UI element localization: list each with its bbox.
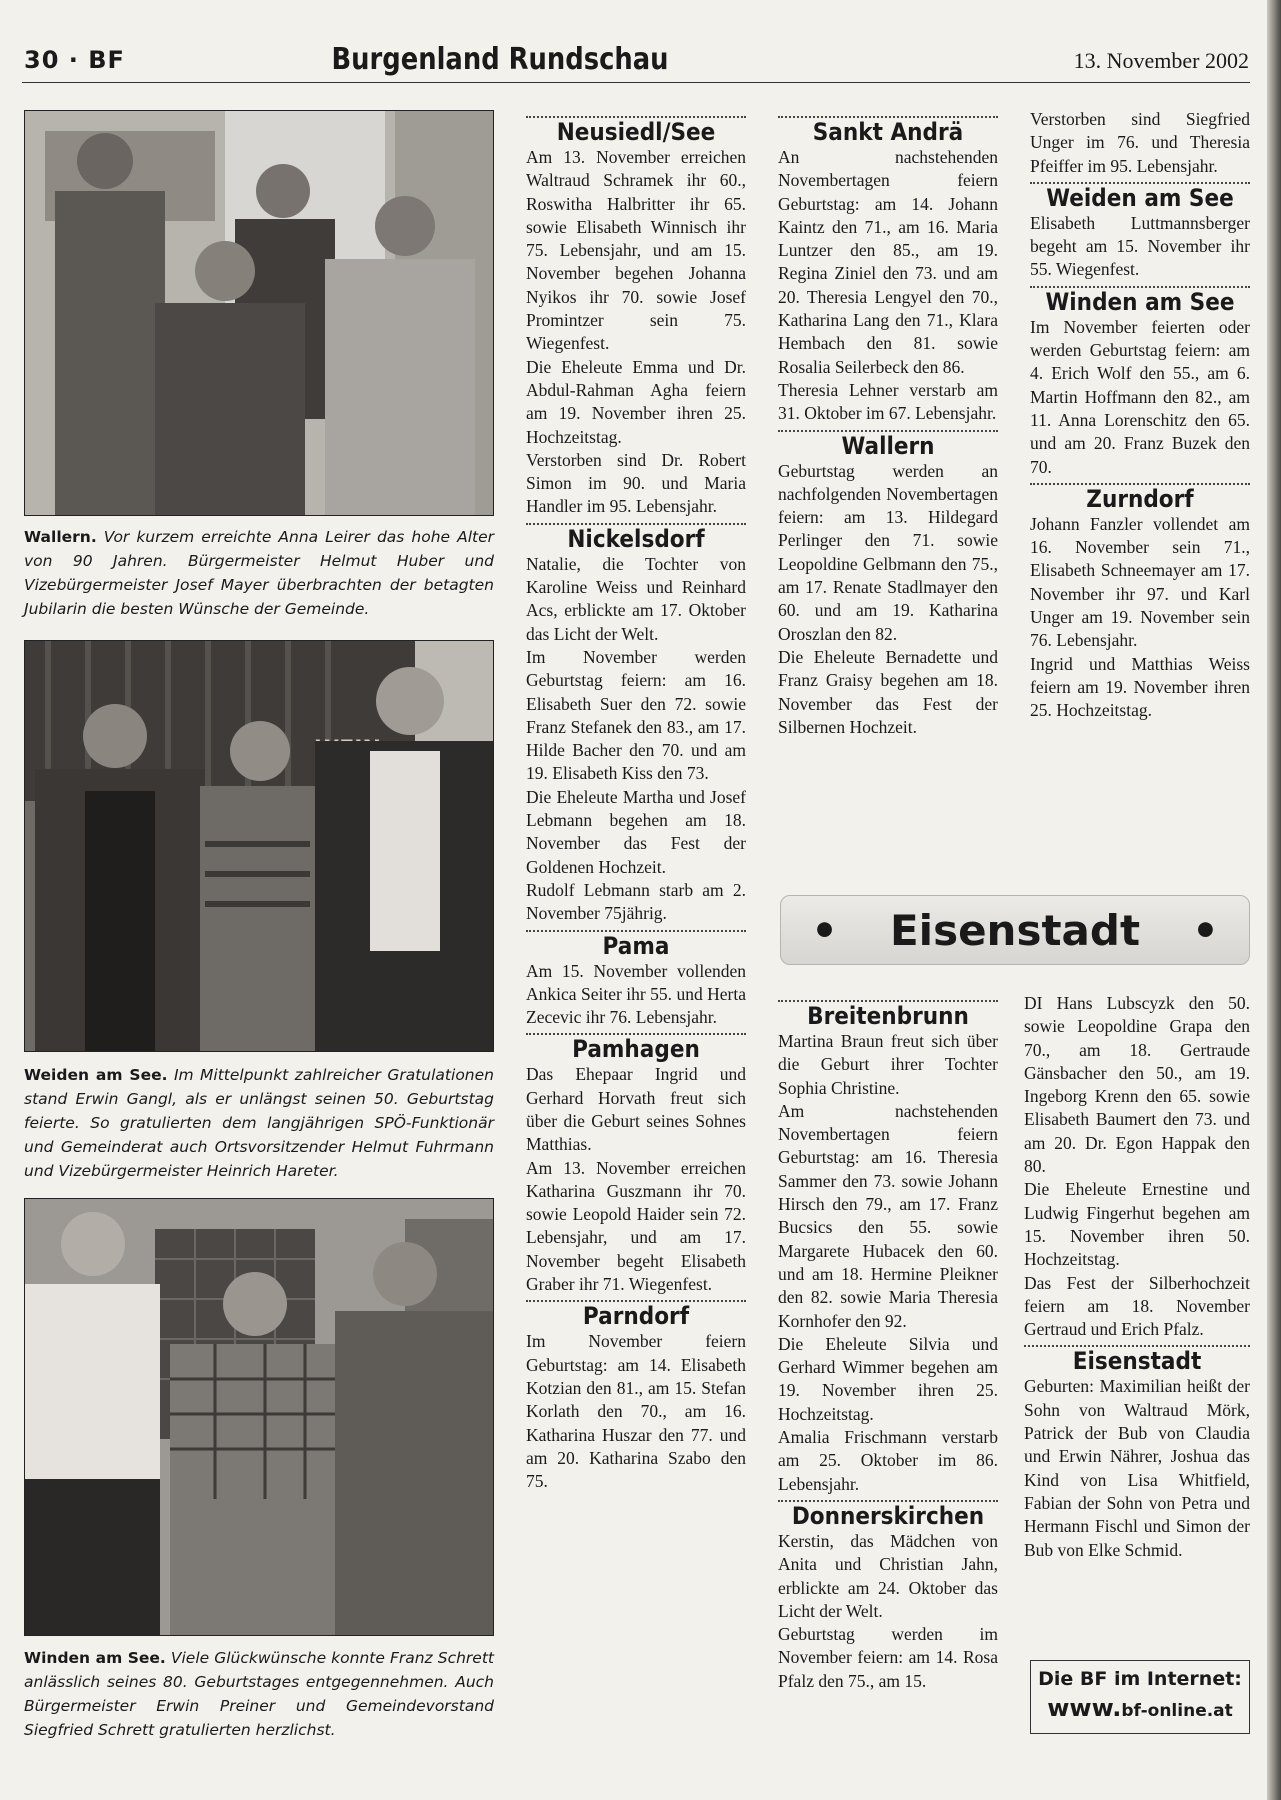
banner-bullet-right: • (1192, 905, 1219, 955)
paragraph: Amalia Frischmann verstarb am 25. Oktober im 86. Lebensjahr. (778, 1427, 998, 1494)
paragraph: Im November werden Geburtstag feiern: am 16. Elisabeth Suer den 72. sowie Franz Stefanek den 83., am 17. Hilde Bacher den 70. und am 19. Elisabeth Kiss den 73. (526, 646, 746, 784)
column-4 (778, 996, 998, 1693)
paragraph: Im November feiern Geburtstag: am 14. Elisabeth Kotzian den 81., am 15. Stefan Korlath den 70., am 16. Katharina Huszar den 77. und am 20. Katharina Szabo den 75. (526, 1331, 746, 1492)
paragraph: Kerstin, das Mädchen von Anita und Christian Jahn, erblickte am 24. Oktober das Licht der Welt. (778, 1530, 998, 1621)
url-www: www. (1047, 1694, 1122, 1722)
internet-url[interactable] (1031, 1694, 1249, 1722)
caption-text: Vor kurzem erreichte Anna Leirer das hohe Alter von 90 Jahren. Bürgermeister Helmut Huber und Vizebürgermeister Josef Mayer überbrachten der betagten Jubilarin die besten Wünsche der Gemeinde. (24, 528, 494, 618)
section-head-pamhagen: Pamhagen (572, 1035, 700, 1064)
caption-winden (24, 1646, 494, 1742)
photo-winden (24, 1198, 494, 1636)
page-label: 30 · BF (24, 46, 125, 74)
caption-text: Viele Glückwünsche konnte Franz Schrett anlässlich seines 80. Geburtstages entgegennehmen. Auch Bürgermeister Erwin Preiner und Gemeindevorstand Siegfried Schrett gratulierten herzlichst. (24, 1649, 494, 1739)
paragraph: Die Eheleute Silvia und Gerhard Wimmer begehen am 19. November ihren 25. Hochzeitstag. (778, 1333, 998, 1424)
paragraph: Am nachstehenden Novembertagen feiern Geburtstag: am 16. Theresia Sammer den 73. sowie Johann Hirsch den 79., am 17. Franz Bucsics den 55. sowie Margarete Hubacek den 60. und am 18. Hermine Pleikner den 82. sowie Maria Theresia Kornhofer den 92. (778, 1100, 998, 1331)
paragraph: Geburten: Maximilian heißt der Sohn von Waltraud Mörk, Patrick der Bub von Claudia und Erwin Nährer, Joshua das Kind von Lisa Whitfield, Fabian der Sohn von Petra und Hermann Fischl und Simon der Bub von Elke Schmid. (1024, 1376, 1250, 1560)
column-5 (1024, 992, 1250, 1562)
column-2 (778, 112, 998, 739)
paragraph: Elisabeth Luttmannsberger begeht am 15. November ihr 55. Wiegenfest. (1030, 212, 1250, 280)
photo-winden-image (25, 1199, 493, 1635)
caption-weiden (24, 1063, 494, 1183)
photo-wallern-image (25, 111, 493, 515)
section-head-winden-am-see: Winden am See (1045, 287, 1235, 316)
caption-place: Wallern. (24, 528, 97, 546)
paragraph: Die Eheleute Ernestine und Ludwig Fingerhut begehen am 15. November ihren 50. Hochzeitstag. (1024, 1179, 1250, 1270)
banner-title: Eisenstadt (889, 905, 1141, 955)
photo-weiden (24, 640, 494, 1052)
page-edge-shadow (1267, 0, 1281, 1800)
paragraph: Am 13. November erreichen Waltraud Schramek ihr 60., Roswitha Halbritter ihr 65. sowie Elisabeth Winnisch ihr 75. Lebensjahr, und am 15. November begehen Johanna Nyikos ihr 70. sowie Josef Promintzer sein 75. Wiegenfest. (526, 147, 746, 354)
section-head-weiden-am-see: Weiden am See (1046, 183, 1234, 212)
paragraph: DI Hans Lubscyzk den 50. sowie Leopoldine Grapa den 70., am 18. Gertraude Gänsbacher den 50., am 19. Ingeborg Krenn den 65. sowie Elisabeth Baumert den 73. und am 20. Dr. Egon Happak den 80. (1024, 993, 1250, 1177)
banner-bullet-left: • (811, 905, 838, 955)
caption-place: Winden am See. (24, 1649, 166, 1667)
section-head-zurndorf: Zurndorf (1086, 484, 1194, 513)
paragraph: Verstorben sind Dr. Robert Simon im 90. und Maria Handler im 95. Lebensjahr. (526, 449, 746, 517)
paragraph: Die Eheleute Martha und Josef Lebmann begehen am 18. November das Fest der Goldenen Hochzeit. (526, 786, 746, 877)
section-head-pama: Pama (602, 931, 670, 960)
paragraph: Verstorben sind Siegfried Unger im 76. und Theresia Pfeiffer im 95. Lebensjahr. (1030, 109, 1250, 176)
paragraph: Rudolf Lebmann starb am 2. November 75jährig. (526, 879, 746, 924)
paragraph: An nachstehenden Novembertagen feiern Geburtstag: am 14. Johann Kaintz den 71., am 16. Maria Luntzer den 85., am 19. Regina Ziniel den 73. und am 20. Theresia Lengyel den 70., Katharina Lang den 71., Klara Hembach den 81. sowie Rosalia Seilerbeck den 86. (778, 147, 998, 377)
caption-place: Weiden am See. (24, 1066, 168, 1084)
section-head-wallern: Wallern (841, 431, 935, 460)
paragraph: Natalie, die Tochter von Karoline Weiss und Reinhard Acs, erblickte am 17. Oktober das Licht der Welt. (526, 553, 746, 644)
paragraph: Geburtstag werden an nachfolgenden Novembertagen feiern: am 13. Hildegard Perlinger den 71. sowie Leopoldine Gelbmann den 75., am 17. Renate Stadlmayer den 60. und am 19. Katharina Oroszlan den 82. (778, 460, 998, 644)
paragraph: Martina Braun freut sich über die Geburt ihrer Tochter Sophia Christine. (778, 1031, 998, 1098)
caption-wallern (24, 525, 494, 621)
paragraph: Die Eheleute Bernadette und Franz Graisy begehen am 18. November das Fest der Silbernen Hochzeit. (778, 646, 998, 737)
paragraph: Am 15. November vollenden Ankica Seiter ihr 55. und Herta Zecevic ihr 76. Lebensjahr. (526, 960, 746, 1028)
paragraph: Theresia Lehner verstarb am 31. Oktober im 67. Lebensjahr. (778, 379, 998, 424)
section-head-nickelsdorf: Nickelsdorf (567, 524, 705, 553)
photo-wallern (24, 110, 494, 516)
section-head-sankt-andrae: Sankt Andrä (812, 118, 964, 146)
photo-weiden-image (25, 641, 493, 1051)
paragraph: Die Eheleute Emma und Dr. Abdul-Rahman Agha feiern am 19. November ihren 25. Hochzeitstag. (526, 356, 746, 447)
header-rule (22, 82, 1250, 83)
paragraph: Im November feierten oder werden Geburtstag feiern: am 4. Erich Wolf den 55., am 6. Martin Hoffmann den 82., am 11. Anna Lorenschitz den 65. und am 20. Franz Buzek den 70. (1030, 316, 1250, 477)
newspaper-title: Burgenland Rundschau (331, 42, 669, 77)
eisenstadt-banner (780, 895, 1250, 965)
paragraph: Das Fest der Silberhochzeit feiern am 18. November Gertraud und Erich Pfalz. (1024, 1272, 1250, 1340)
section-head-parndorf: Parndorf (582, 1302, 690, 1331)
column-3 (1030, 108, 1250, 723)
paragraph: Das Ehepaar Ingrid und Gerhard Horvath freut sich über die Geburt seines Sohnes Matthias. (526, 1064, 746, 1155)
internet-box (1030, 1660, 1250, 1734)
internet-label: Die BF im Internet: (1038, 1668, 1242, 1690)
section-head-breitenbrunn: Breitenbrunn (807, 1002, 969, 1030)
section-head-donnerskirchen: Donnerskirchen (791, 1501, 985, 1530)
caption-text: Im Mittelpunkt zahlreicher Gratulationen stand Erwin Gangl, als er unlängst seinen 50. Geburtstag feierte. So gratulierten dem langjährigen SPÖ-Funktionär und Gemeinderat auch Ortsvorsitzender Helmut Fuhrmann und Vizebürgermeister Heinrich Hareter. (24, 1066, 494, 1180)
issue-date: 13. November 2002 (1073, 48, 1249, 73)
paragraph: Ingrid und Matthias Weiss feiern am 19. November ihren 25. Hochzeitstag. (1030, 653, 1250, 721)
paragraph: Johann Fanzler vollendet am 16. November sein 71., Elisabeth Schneemayer am 17. November ihr 97. und Karl Unger am 19. November sein 76. Lebensjahr. (1030, 513, 1250, 651)
url-domain: bf-online.at (1121, 1701, 1233, 1721)
section-head-neusiedl: Neusiedl/See (556, 118, 716, 146)
section-head-eisenstadt: Eisenstadt (1072, 1347, 1202, 1376)
column-1 (526, 112, 746, 1493)
paragraph: Geburtstag werden im November feiern: am 14. Rosa Pfalz den 75., am 15. (778, 1624, 998, 1691)
paragraph: Am 13. November erreichen Katharina Guszmann ihr 70. sowie Leopold Haider sein 72. Lebensjahr, und am 17. November begeht Elisabeth Graber ihr 71. Wiegenfest. (526, 1157, 746, 1295)
